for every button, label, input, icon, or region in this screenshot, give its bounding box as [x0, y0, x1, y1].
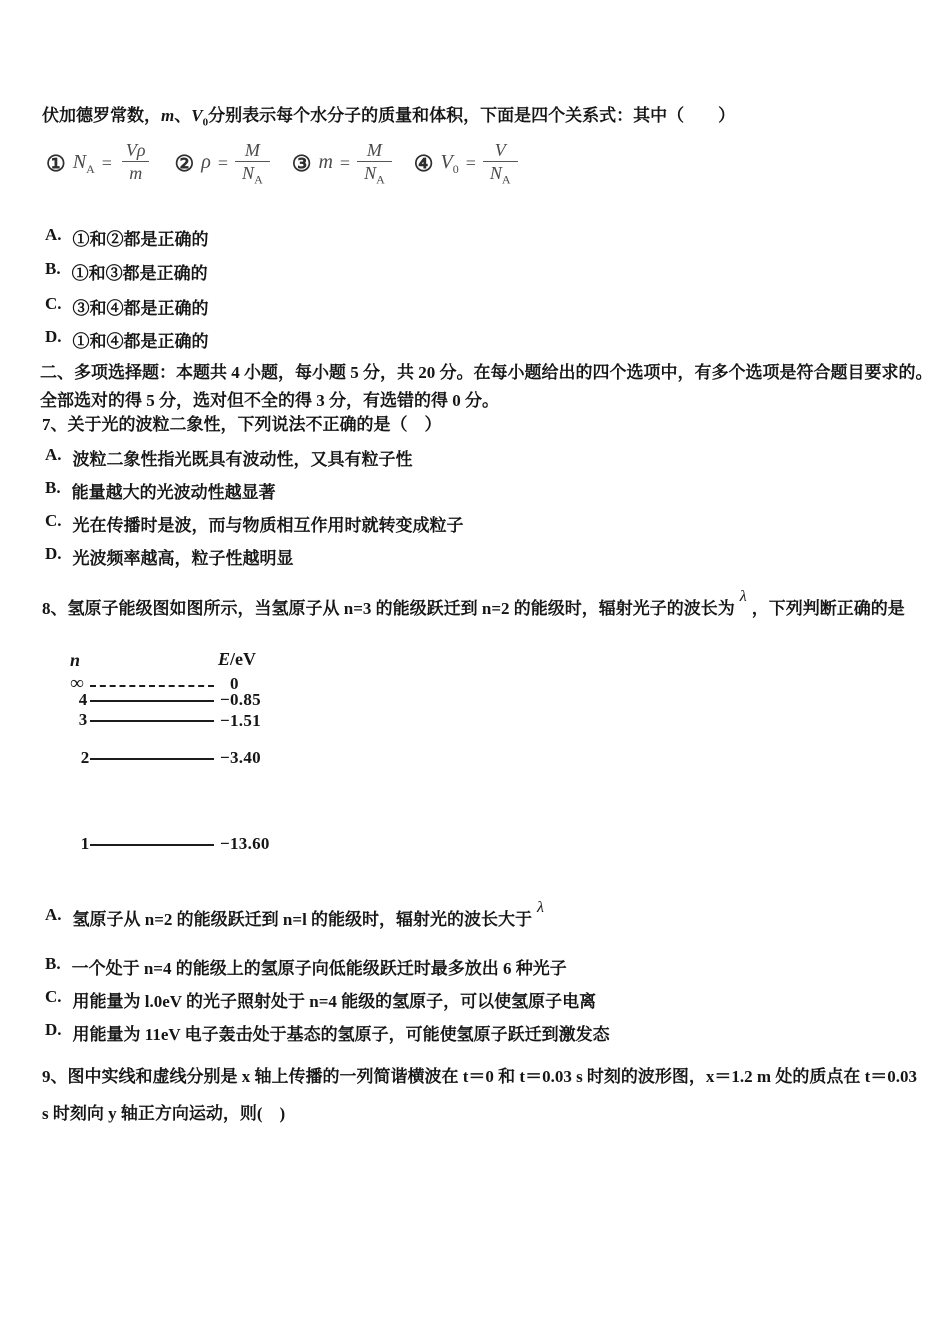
level-value-4: −0.85 — [220, 690, 261, 709]
fraction — [119, 140, 153, 187]
denominator: m — [122, 161, 149, 187]
option-letter: D. — [45, 544, 62, 563]
question-7-stem: 7、关于光的波粒二象性，下列说法不正确的是（ ） — [42, 415, 442, 434]
level-label-2: 2 — [80, 748, 90, 767]
numerator: V — [494, 140, 506, 160]
level-value-1: −13.60 — [220, 834, 270, 853]
lambda-symbol: λ — [537, 899, 544, 916]
fraction — [483, 140, 518, 187]
level-line-4 — [90, 700, 214, 702]
denominator: $N_A$ — [235, 161, 270, 187]
energy-level-diagram — [58, 648, 308, 863]
level-line-infinity — [90, 685, 214, 687]
q6-option-b — [45, 259, 208, 284]
formula-3-lhs: m — [318, 150, 333, 173]
numerator: M — [366, 140, 382, 160]
level-label-1: 1 — [80, 834, 90, 853]
q6-stem-mid: 、 — [174, 106, 192, 125]
equals-sign: = — [339, 153, 351, 174]
option-text: 光在传播时是波，而与物质相互作用时就转变成粒子 — [72, 516, 464, 535]
formula-3 — [292, 140, 392, 187]
q6-var-v0: $V_0$ — [191, 106, 209, 129]
circled-2: ② — [174, 150, 195, 176]
section-2-line2: 全部选对的得 5 分，选对但不全的得 3 分，有选错的得 0 分。 — [40, 391, 499, 410]
level-value-infinity: 0 — [230, 674, 239, 693]
numerator: Vρ — [125, 140, 146, 160]
fraction — [235, 140, 270, 187]
question-6-stem — [42, 101, 735, 128]
q6-formula-row — [46, 140, 518, 187]
circled-3: ③ — [291, 150, 312, 176]
axis-label-eev: E/eV — [218, 649, 257, 669]
option-letter: B. — [45, 478, 61, 497]
option-text: 光波频率越高，粒子性越明显 — [72, 549, 294, 568]
question-9-stem — [42, 1058, 917, 1132]
option-letter: A. — [45, 225, 62, 244]
denominator: $N_A$ — [357, 161, 392, 187]
level-label-4: 4 — [78, 690, 88, 709]
q6-option-c — [45, 294, 209, 319]
level-value-3: −1.51 — [220, 711, 261, 730]
formula-2-lhs: ρ — [201, 150, 211, 173]
question-8-stem — [42, 588, 905, 619]
option-text: ①和④都是正确的 — [72, 332, 209, 351]
section-2-line1: 二、多项选择题：本题共 4 小题，每小题 5 分，共 20 分。在每小题给出的四个选项中，有多个选项是符合题目要求的。 — [40, 363, 933, 382]
q6-stem-post: 分别表示每个水分子的质量和体积，下面是四个关系式：其中（ ） — [208, 106, 736, 125]
q6-stem-pre: 伏加德罗常数， — [42, 106, 161, 125]
section-2-header — [40, 359, 933, 415]
denominator: $N_A$ — [483, 161, 518, 187]
option-text: 用能量为 l.0eV 的光子照射处于 n=4 能级的氢原子，可以使氢原子电离 — [72, 992, 597, 1011]
formula-4 — [414, 140, 518, 187]
equals-sign: = — [217, 153, 229, 174]
numerator: M — [244, 140, 260, 160]
option-text: 一个处于 n=4 的能级上的氢原子向低能级跃迁时最多放出 6 种光子 — [71, 959, 567, 978]
q8-option-c — [45, 987, 596, 1012]
circled-4: ④ — [413, 150, 434, 176]
q7-option-b — [45, 478, 276, 503]
formula-2 — [175, 140, 270, 187]
lambda-symbol: λ — [739, 588, 747, 605]
q7-option-c — [45, 511, 464, 536]
option-text: 能量越大的光波动性越显著 — [71, 483, 276, 502]
axis-label-n: n — [70, 650, 81, 670]
q8-option-d — [45, 1020, 610, 1045]
q9-line2: s 时刻向 y 轴正方向运动，则( ) — [42, 1104, 286, 1123]
formula-1-lhs: $N_A$ — [72, 150, 95, 176]
option-text: 波粒二象性指光既具有波动性，又具有粒子性 — [72, 450, 413, 469]
q6-option-a — [45, 225, 209, 250]
option-letter: A. — [45, 445, 62, 464]
q9-line1: 9、图中实线和虚线分别是 x 轴上传播的一列简谐横波在 t＝0 和 t＝0.03 s 时刻的波形图，x＝1.2 m 处的质点在 t＝0.03 — [42, 1067, 918, 1086]
formula-4-lhs: $V_0$ — [440, 150, 459, 176]
option-letter: B. — [45, 259, 61, 278]
option-text: 氢原子从 n=2 的能级跃迁到 n=l 的能级时，辐射光的波长大于λ — [72, 899, 544, 929]
level-label-3: 3 — [78, 710, 88, 729]
option-text: ③和④都是正确的 — [72, 299, 209, 318]
formula-1 — [46, 140, 153, 187]
level-label-infinity: ∞ — [70, 673, 84, 694]
q6-option-d — [45, 327, 209, 352]
option-letter: C. — [45, 294, 62, 313]
option-text: ①和③都是正确的 — [71, 264, 208, 283]
option-letter: D. — [45, 327, 62, 346]
level-value-2: −3.40 — [220, 748, 261, 767]
option-text: 用能量为 11eV 电子轰击处于基态的氢原子，可能使氢原子跃迁到激发态 — [72, 1025, 610, 1044]
option-text: ①和②都是正确的 — [72, 230, 209, 249]
level-line-3 — [90, 720, 214, 722]
fraction — [357, 140, 392, 187]
option-letter: B. — [45, 954, 61, 973]
circled-1: ① — [46, 150, 66, 176]
option-letter: C. — [45, 511, 62, 530]
q8-stem-pre: 8、氢原子能级图如图所示，当氢原子从 n=3 的能级跃迁到 n=2 的能级时，辐射光子的波长为 — [42, 599, 735, 618]
level-line-1 — [90, 844, 214, 846]
q7-option-a — [45, 445, 413, 470]
option-letter: C. — [45, 987, 62, 1006]
level-line-2 — [90, 758, 214, 760]
q6-var-m: m — [161, 106, 175, 125]
q7-option-d — [45, 544, 294, 569]
option-letter: A. — [45, 905, 62, 924]
q8-stem-post: ，下列判断正确的是 — [751, 599, 905, 618]
equals-sign: = — [465, 153, 476, 174]
q8-option-a — [45, 899, 549, 930]
q8-option-b — [45, 954, 567, 979]
equals-sign: = — [101, 153, 112, 174]
option-letter: D. — [45, 1020, 62, 1039]
